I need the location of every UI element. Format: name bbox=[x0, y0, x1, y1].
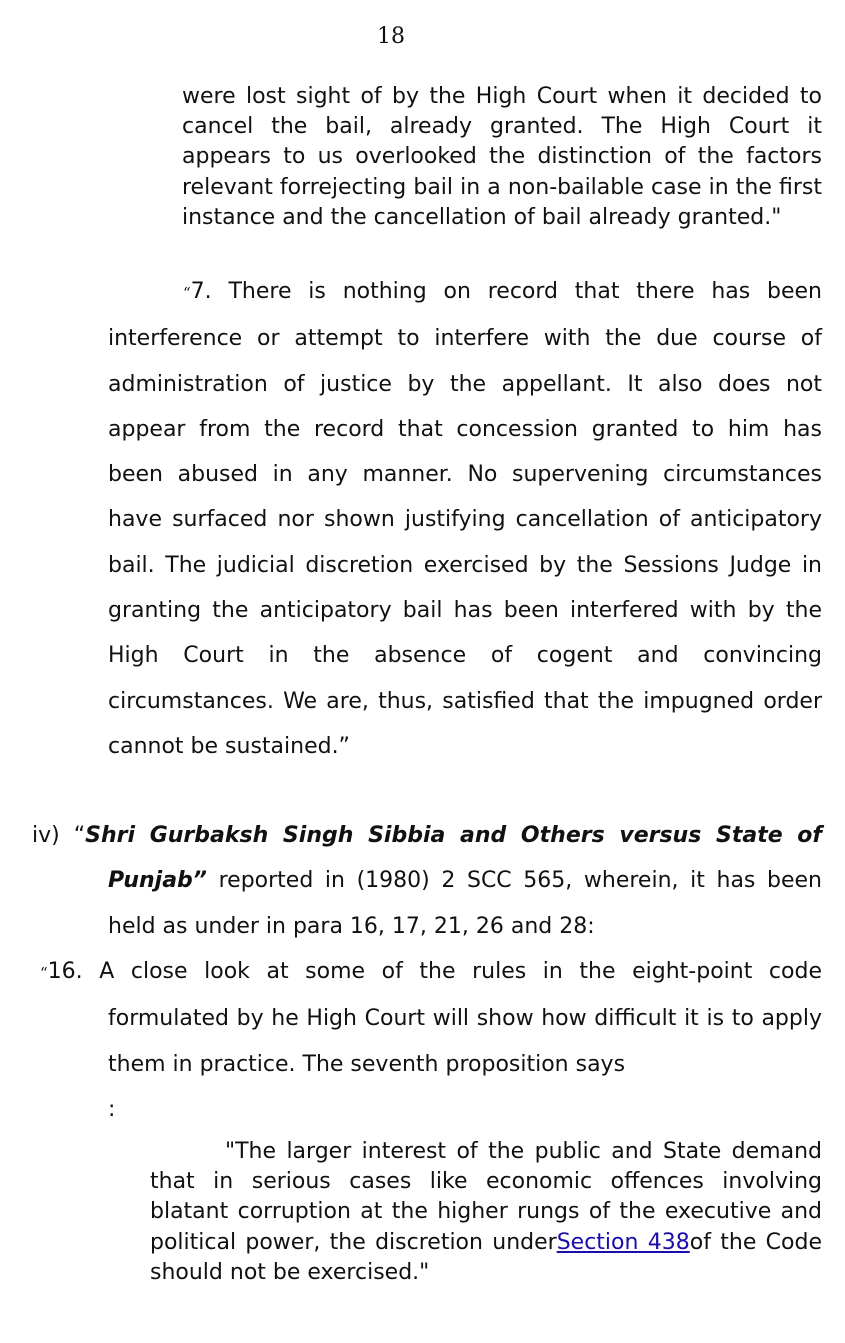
quote-text-before: "The larger interest of the public and State demand that in serious cases like economic offences involving blatant corruption at the higher rungs of the executive and political power, the discretion under bbox=[150, 1139, 822, 1255]
paragraph-text: were lost sight of by the High Court when it decided to cancel the bail, already granted. The High Court it appears to us overlooked the distinction of the factors relevant forrejecting bail in a non-bailable case in the first instance and the cancellation of bail already granted." bbox=[182, 84, 822, 230]
block-quote bbox=[150, 1137, 822, 1288]
page-number: 18 bbox=[377, 24, 405, 49]
quote-text-after: of the Code should not be exercised." bbox=[150, 1229, 822, 1285]
case-name: Shri Gurbaksh Singh Sibbia and Others versus State of Punjab” bbox=[85, 823, 822, 894]
paragraph-16 bbox=[40, 949, 822, 1132]
section-438-link[interactable]: Section 438 bbox=[556, 1229, 690, 1255]
list-item-iv bbox=[32, 813, 822, 949]
citation-text: reported in (1980) 2 SCC 565, wherein, it has been held as under in para 16, 17, 21, 26 and 28: bbox=[108, 868, 822, 939]
colon: : bbox=[108, 1096, 116, 1122]
quoted-paragraph-continuation bbox=[182, 82, 822, 233]
paragraph-text: 16. A close look at some of the rules in the eight-point code formulated by he High Court will show how difficult it is to apply them in practice. The seventh proposition says bbox=[47, 959, 822, 1077]
quote-mark: “ bbox=[40, 964, 48, 982]
list-marker: iv) bbox=[32, 823, 74, 848]
quote-mark: “ bbox=[183, 284, 191, 302]
paragraph-text: 7. There is nothing on record that there has been interference or attempt to interfere with the due course of administration of justice by the appellant. It also does not appear from the record that concession granted to him has been abused in any manner. No supervening circumstances have surfaced nor shown justifying cancellation of anticipatory bail. The judicial discretion exercised by the Sessions Judge in granting the anticipatory bail has been interfered with by the High Court in the absence of cogent and convincing circumstances. We are, thus, satisfied that the impugned order cannot be sustained.” bbox=[108, 279, 822, 759]
paragraph-7 bbox=[108, 269, 822, 769]
open-quote: “ bbox=[73, 823, 86, 848]
